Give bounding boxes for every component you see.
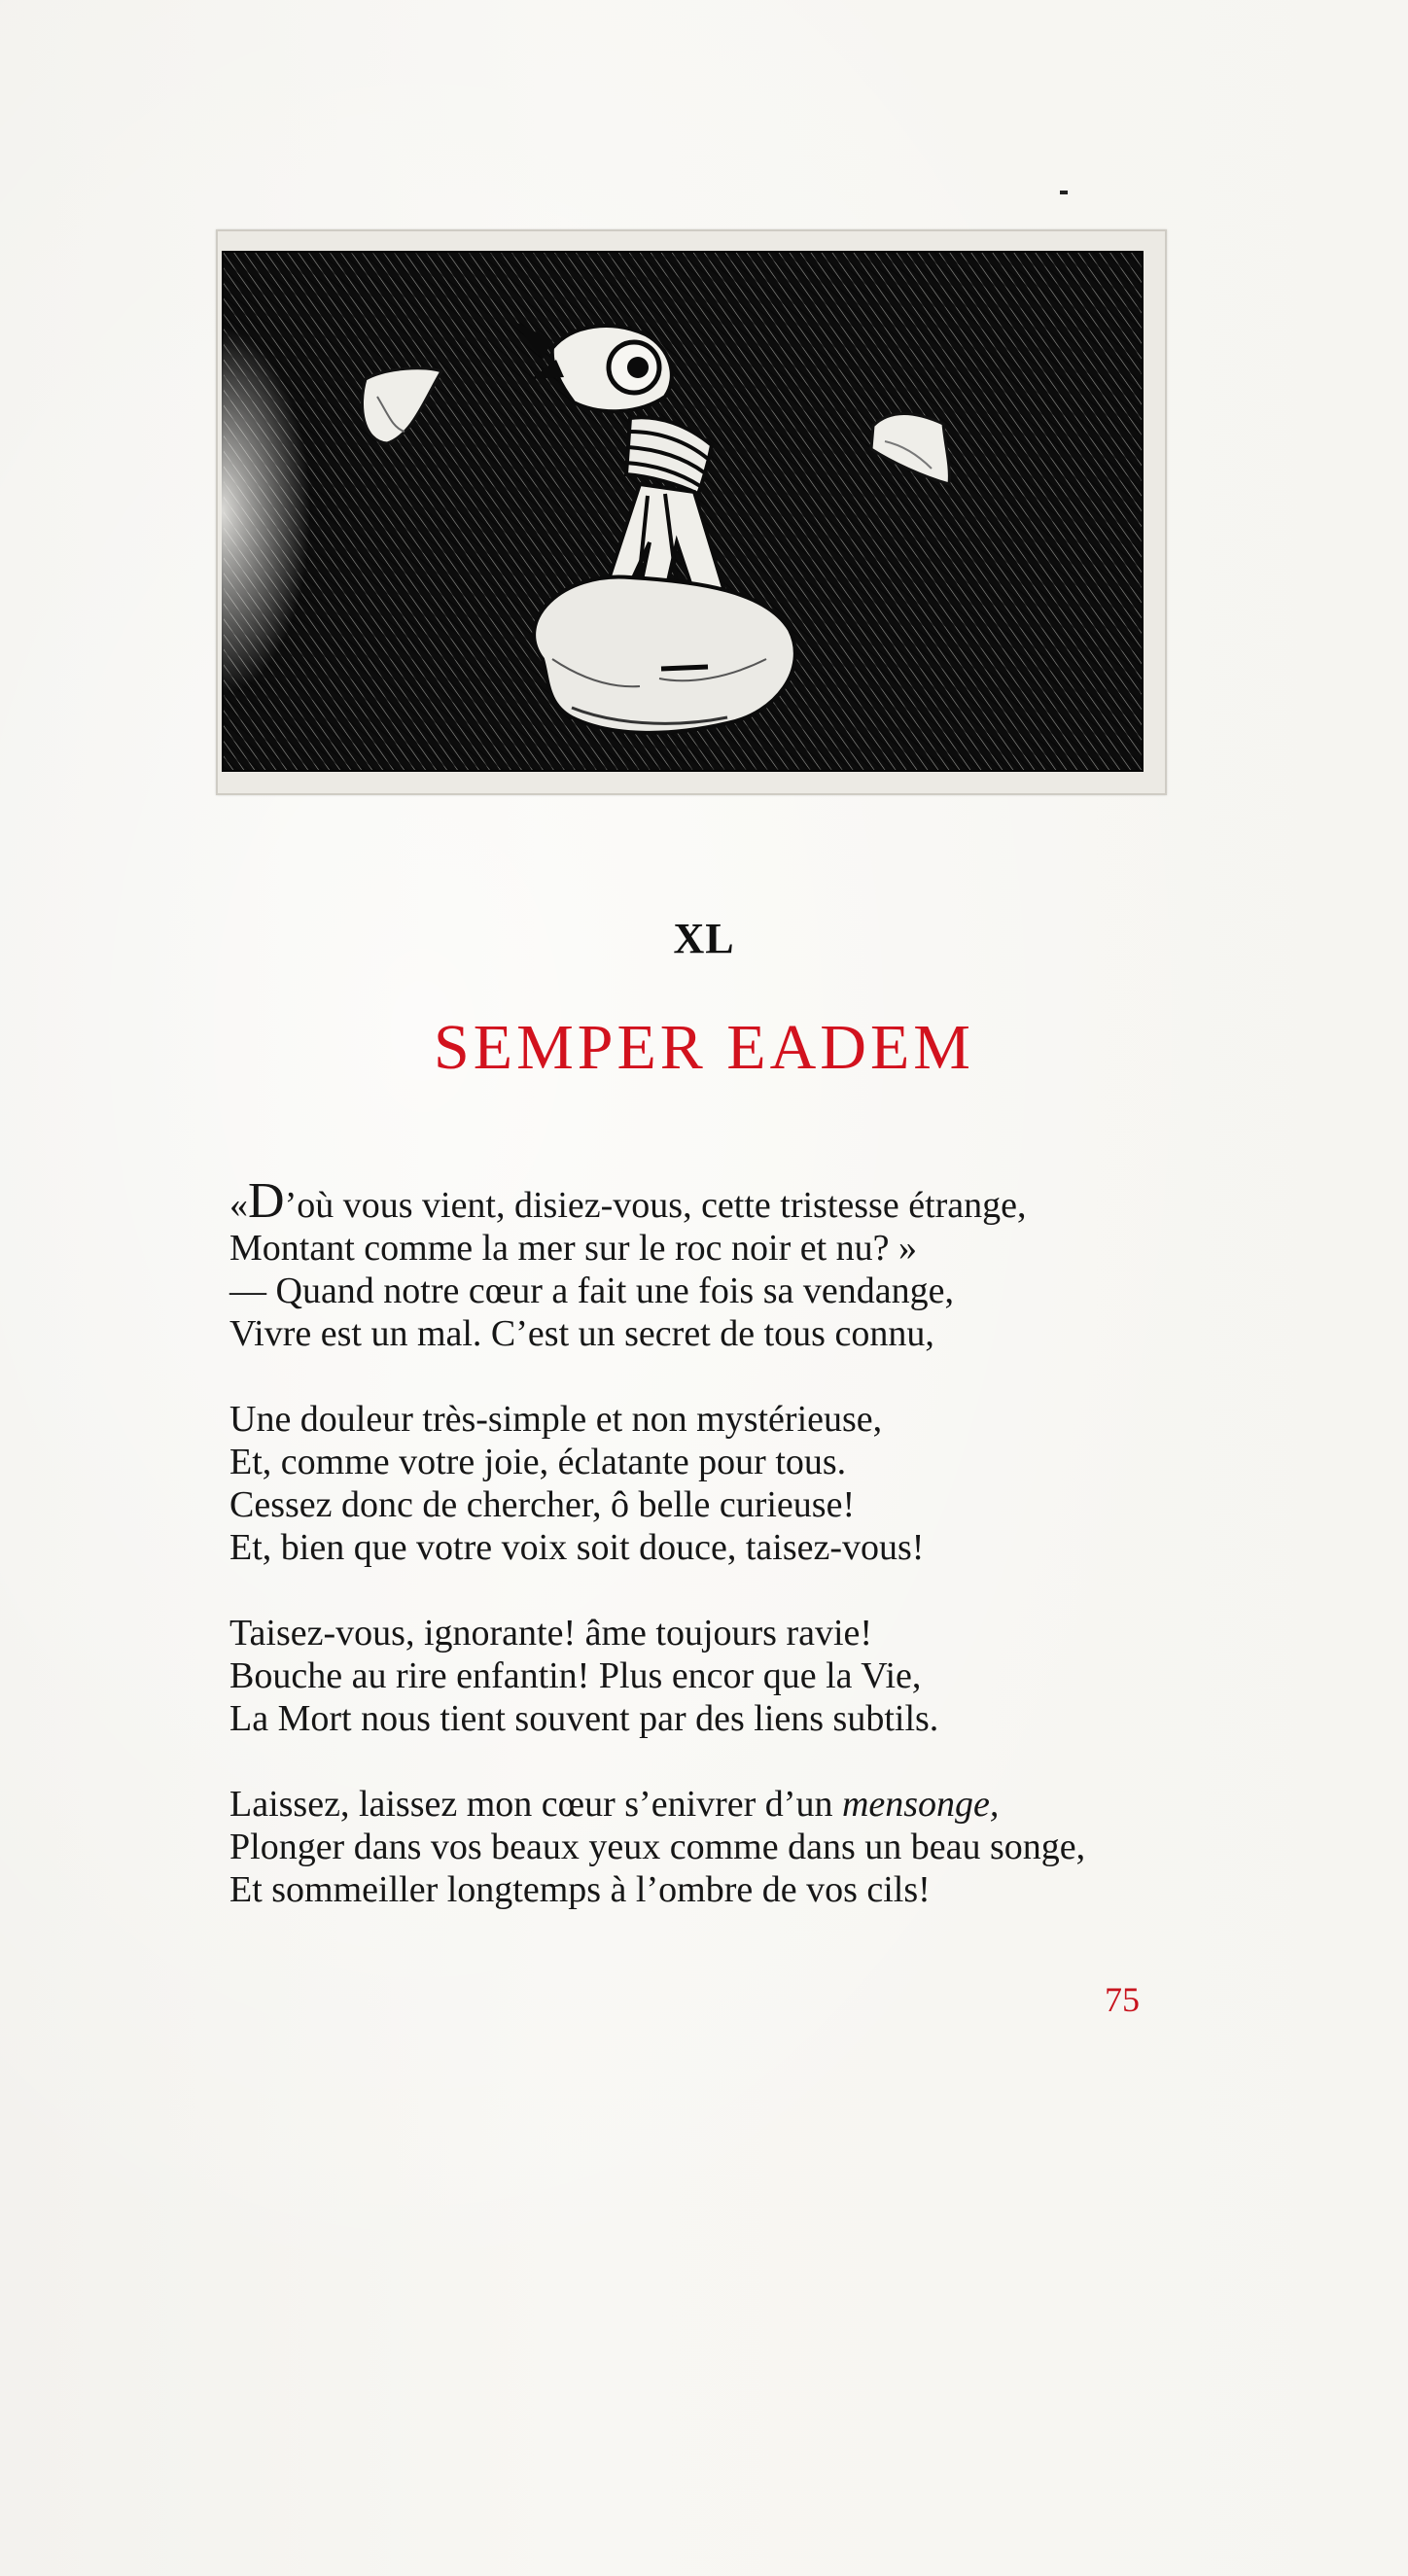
poem-line: Bouche au rire enfantin! Plus encor que la Vie, [229,1655,922,1696]
poem-line [229,1173,1202,1229]
drop-cap: D [248,1173,285,1229]
poem-line: Montant comme la mer sur le roc noir et nu? » [229,1228,918,1269]
poem-title: SEMPER EADEM [434,1012,974,1083]
poem-line: La Mort nous tient souvent par des liens subtils. [229,1698,939,1739]
poem-line-text: Laissez, laissez mon cœur s’enivrer d’un [229,1784,842,1825]
poem-number: XL [673,915,735,962]
poem-line: Et, bien que votre voix soit douce, taisez-vous! [229,1527,925,1568]
poem-line: Et sommeiller longtemps à l’ombre de vos cils! [229,1869,931,1910]
etching-illustration [222,251,1144,772]
poem-line [229,1783,1202,1826]
poem-line: Et, comme votre joie, éclatante pour tous. [229,1442,847,1482]
stanza [229,1173,1202,1355]
poem-body [229,1173,1202,1954]
italic-word: mensonge, [841,1784,1000,1825]
poem-line: Taisez-vous, ignorante! âme toujours ravie! [229,1613,873,1654]
poem-line: Cessez donc de chercher, ô belle curieuse! [229,1484,856,1525]
stanza [229,1612,1202,1740]
stanza [229,1398,1202,1569]
page-number: 75 [1105,1980,1140,2019]
poem-line-text: ’où vous vient, disiez-vous, cette tristesse étrange, [284,1185,1027,1226]
poem-line: — Quand notre cœur a fait une fois sa vendange, [229,1271,954,1311]
opening-guillemet: « [229,1185,248,1226]
poem-line: Plonger dans vos beaux yeux comme dans un beau songe, [229,1827,1086,1867]
poem-line: Vivre est un mal. C’est un secret de tous connu, [229,1313,934,1354]
poem-line: Une douleur très-simple et non mystérieuse, [229,1399,883,1440]
ink-speck [1060,191,1068,194]
stanza [229,1783,1202,1911]
